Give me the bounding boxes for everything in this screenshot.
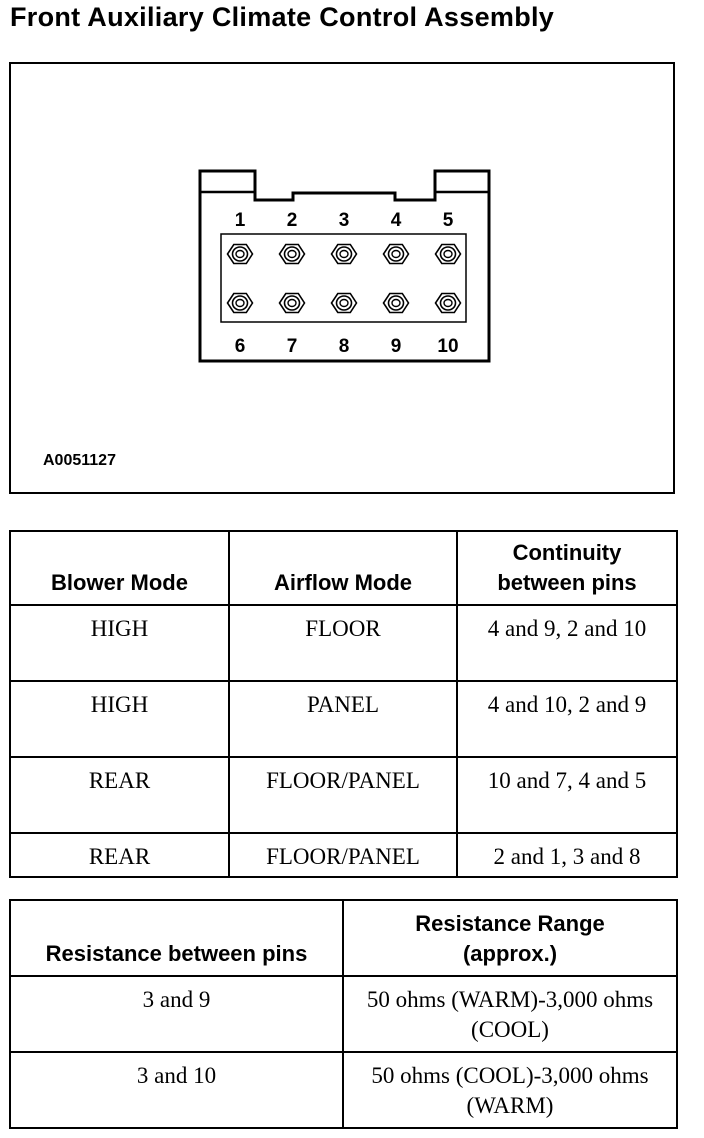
continuity-cell: 4 and 9, 2 and 10 bbox=[457, 605, 677, 681]
pin-label-7: 7 bbox=[286, 336, 298, 357]
connector-figure bbox=[9, 62, 675, 494]
connector-housing bbox=[200, 171, 489, 361]
connector-diagram bbox=[11, 64, 673, 492]
table-row bbox=[10, 1052, 677, 1128]
header-resistance-range: Resistance Range (approx.) bbox=[343, 900, 677, 976]
header-airflow-mode: Airflow Mode bbox=[229, 531, 457, 605]
pin-label-9: 9 bbox=[390, 336, 402, 357]
continuity-cell: 2 and 1, 3 and 8 bbox=[457, 833, 677, 877]
airflow-mode-cell: PANEL bbox=[229, 681, 457, 757]
pin-label-3: 3 bbox=[338, 210, 350, 231]
airflow-mode-cell: FLOOR/PANEL bbox=[229, 833, 457, 877]
table-header-row bbox=[10, 900, 677, 976]
continuity-cell: 4 and 10, 2 and 9 bbox=[457, 681, 677, 757]
header-blower-mode: Blower Mode bbox=[10, 531, 229, 605]
pin-label-2: 2 bbox=[286, 210, 298, 231]
table-row bbox=[10, 681, 677, 757]
pin-label-1: 1 bbox=[234, 210, 246, 231]
continuity-table bbox=[9, 530, 678, 878]
pin-label-10: 10 bbox=[437, 336, 459, 357]
table-row bbox=[10, 605, 677, 681]
resistance-range-cell: 50 ohms (WARM)-3,000 ohms (COOL) bbox=[343, 976, 677, 1052]
pin-label-8: 8 bbox=[338, 336, 350, 357]
airflow-mode-cell: FLOOR bbox=[229, 605, 457, 681]
header-resistance-pins: Resistance between pins bbox=[10, 900, 343, 976]
pin-label-5: 5 bbox=[442, 210, 454, 231]
table-row bbox=[10, 976, 677, 1052]
resistance-pins-cell: 3 and 9 bbox=[10, 976, 343, 1052]
pin-label-4: 4 bbox=[390, 210, 402, 231]
table-row bbox=[10, 833, 677, 877]
airflow-mode-cell: FLOOR/PANEL bbox=[229, 757, 457, 833]
resistance-pins-cell: 3 and 10 bbox=[10, 1052, 343, 1128]
continuity-cell: 10 and 7, 4 and 5 bbox=[457, 757, 677, 833]
pin-label-6: 6 bbox=[234, 336, 246, 357]
header-continuity: Continuity between pins bbox=[457, 531, 677, 605]
resistance-range-cell: 50 ohms (COOL)-3,000 ohms (WARM) bbox=[343, 1052, 677, 1128]
resistance-table bbox=[9, 899, 678, 1129]
table-header-row bbox=[10, 531, 677, 605]
page-title: Front Auxiliary Climate Control Assembly bbox=[10, 2, 555, 32]
blower-mode-cell: REAR bbox=[10, 757, 229, 833]
figure-id: A0051127 bbox=[43, 452, 116, 469]
blower-mode-cell: HIGH bbox=[10, 681, 229, 757]
table-row bbox=[10, 757, 677, 833]
blower-mode-cell: REAR bbox=[10, 833, 229, 877]
blower-mode-cell: HIGH bbox=[10, 605, 229, 681]
